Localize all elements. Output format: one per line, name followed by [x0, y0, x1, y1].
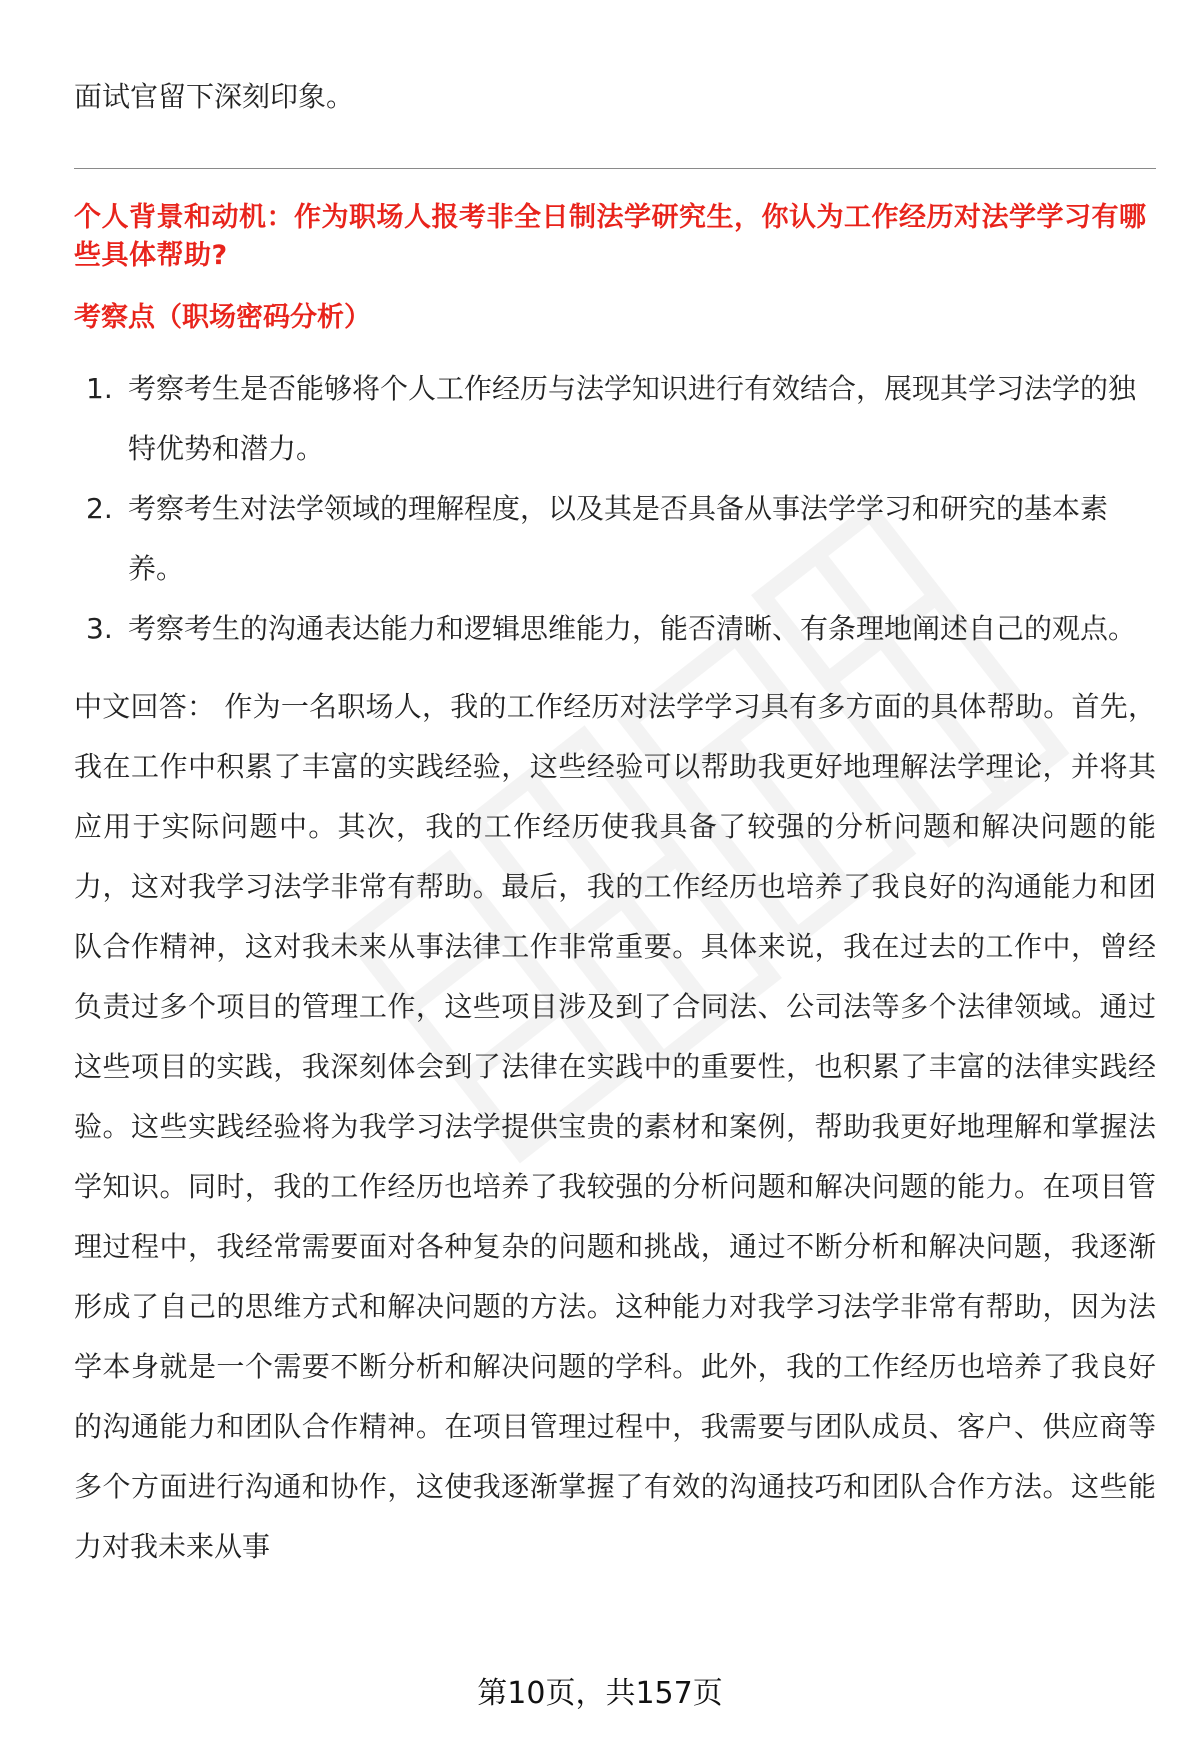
- content-area: [74, 70, 1156, 1577]
- assessment-points-heading: 考察点（职场密码分析）: [74, 302, 371, 333]
- list-item-text: 考察考生对法学领域的理解程度，以及其是否具备从事法学学习和研究的基本素养。: [128, 492, 1109, 585]
- answer-paragraph: 中文回答： 作为一名职场人，我的工作经历对法学学习具有多方面的具体帮助。首先，我在工作中积累了丰富的实践经验，这些经验可以帮助我更好地理解法学理论，并将其应用于实际问题中。其次，我的工作经历使我具备了较强的分析问题和解决问题的能力，这对我学习法学非常有帮助。最后，我的工作经历也培养了我良好的沟通能力和团队合作精神，这对我未来从事法律工作非常重要。具体来说，我在过去的工作中，曾经负责过多个项目的管理工作，这些项目涉及到了合同法、公司法等多个法律领域。通过这些项目的实践，我深刻体会到了法律在实践中的重要性，也积累了丰富的法律实践经验。这些实践经验将为我学习法学提供宝贵的素材和案例，帮助我更好地理解和掌握法学知识。同时，我的工作经历也培养了我较强的分析问题和解决问题的能力。在项目管理过程中，我经常需要面对各种复杂的问题和挑战，通过不断分析和解决问题，我逐渐形成了自己的思维方式和解决问题的方法。这种能力对我学习法学非常有帮助，因为法学本身就是一个需要不断分析和解决问题的学科。此外，我的工作经历也培养了我良好的沟通能力和团队合作精神。在项目管理过程中，我需要与团队成员、客户、供应商等多个方面进行沟通和协作，这使我逐渐掌握了有效的沟通技巧和团队合作方法。这些能力对我未来从事: [74, 690, 1156, 1563]
- list-item: [74, 599, 1156, 659]
- list-item-number: 2.: [86, 492, 113, 525]
- list-item-text: 考察考生是否能够将个人工作经历与法学知识进行有效结合，展现其学习法学的独特优势和潜力。: [128, 372, 1137, 465]
- section-divider: [74, 168, 1156, 169]
- list-item: [74, 359, 1156, 479]
- assessment-points-list: [74, 359, 1156, 659]
- carryover-text: 面试官留下深刻印象。: [74, 80, 355, 113]
- page-number-footer: 第10页，共157页: [477, 1676, 723, 1711]
- question-heading: 个人背景和动机：作为职场人报考非全日制法学研究生，你认为工作经历对法学学习有哪些具体帮助?: [74, 202, 1147, 271]
- list-item-number: 1.: [86, 372, 113, 405]
- list-item-number: 3.: [86, 612, 113, 645]
- list-item: [74, 479, 1156, 599]
- list-item-text: 考察考生的沟通表达能力和逻辑思维能力，能否清晰、有条理地阐述自己的观点。: [128, 612, 1137, 645]
